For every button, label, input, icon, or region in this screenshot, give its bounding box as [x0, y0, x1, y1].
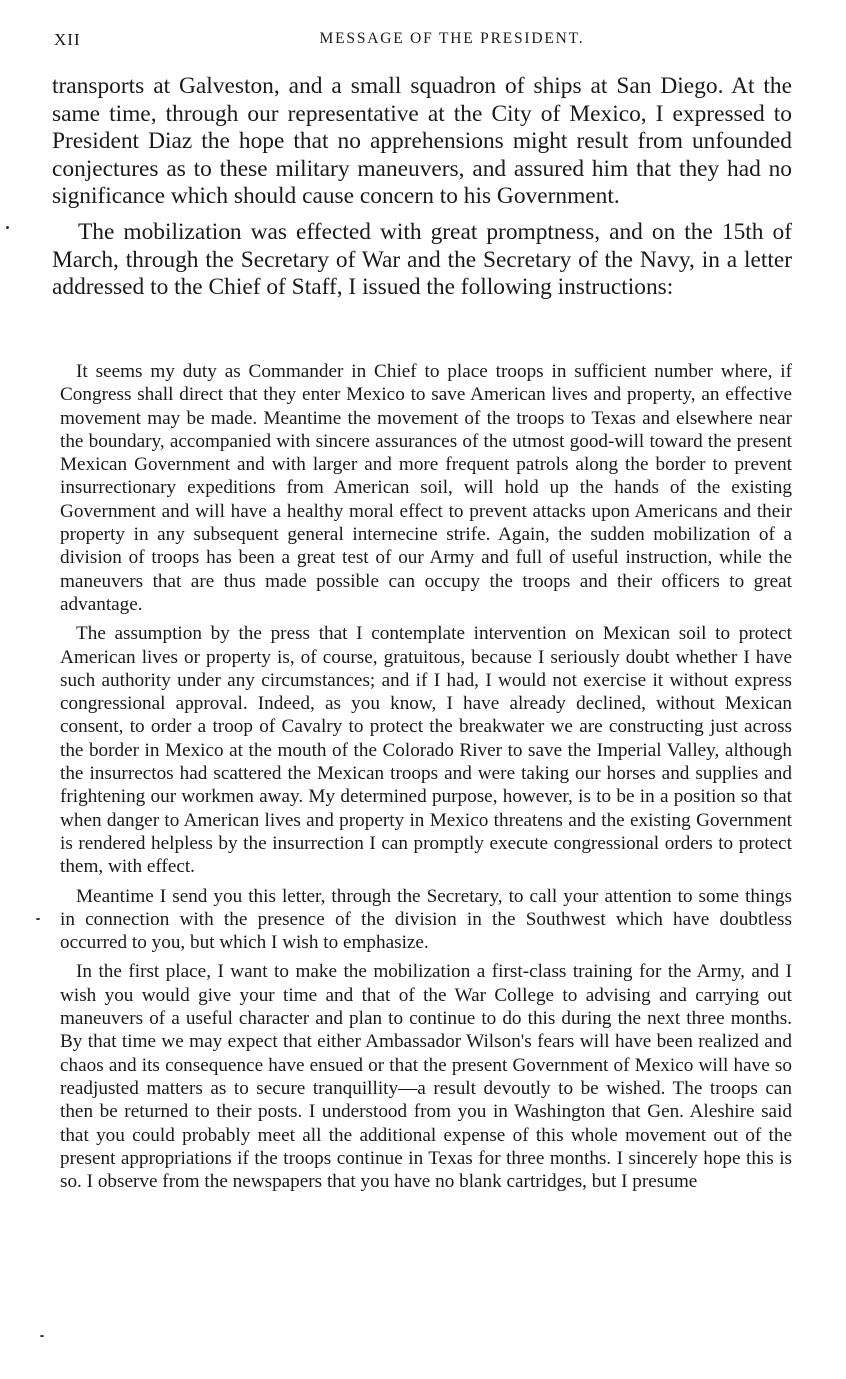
quote-paragraph-meantime: Meantime I send you this letter, through the Secretary, to call your attention to some things in connection with the presence of the division in the Southwest which have doubtless occurred to you, but which I wish to emphasize. — [60, 885, 792, 954]
quoted-letter — [60, 360, 792, 1193]
main-text — [52, 73, 792, 302]
paragraph-continued: transports at Galveston, and a small squadron of ships at San Diego. At the same time, through our representative at the City of Mexico, I expressed to President Diaz the hope that no apprehensions might result from unfounded conjectures as to these military maneuvers, and assured him that they had no significance which should cause concern to his Government. — [52, 73, 792, 210]
quote-paragraph-duty: It seems my duty as Commander in Chief to place troops in sufficient number where, if Congress shall direct that they enter Mexico to save American lives and property, an effective movement may be made. Meantime the movement of the troops to Texas and elsewhere near the boundary, accompanied with sincere assurances of the utmost good-will toward the present Mexican Government and with larger and more frequent patrols along the border to prevent insurrectionary expeditions from American soil, will hold up the hands of the existing Government and will have a healthy moral effect to prevent attacks upon Americans and their property in any subsequent general internecine strife. Again, the sudden mobilization of a division of troops has been a great test of our Army and full of useful instruction, while the maneuvers that are thus made possible can occupy the troops and their officers to great advantage. — [60, 361, 792, 615]
running-title: MESSAGE OF THE PRESIDENT. — [319, 30, 585, 47]
scan-speck — [40, 1335, 44, 1337]
quote-paragraph-first-place: In the first place, I want to make the mobilization a first-class training for the Army, and I wish you would give your time and that of the War College to advising and carrying out maneuvers of a useful character and plan to continue to do this during the next three months. By that time we may expect that either Ambassador Wilson's fears will have been realized and chaos and its consequence have ensued or that the present Government of Mexico will have so readjusted matters as to secure tranquillity—a result devoutly to be wished. The troops can then be returned to their posts. I understood from you in Washington that Gen. Aleshire said that you could probably meet all the additional expense of this whole movement out of the present appropriations if the troops continue in Texas for three months. I sincerely hope this is so. I observe from the newspapers that you have no blank cartridges, but I presume — [60, 961, 792, 1193]
page-number: XII — [54, 30, 81, 49]
scan-speck — [6, 226, 9, 229]
scan-speck — [36, 918, 40, 920]
quote-paragraph-assumption: The assumption by the press that I contemplate intervention on Mexican soil to protect American lives or property is, of course, gratuitous, because I seriously doubt whether I have such authority under any circumstances; and if I had, I would not exercise it without express congressional approval. Indeed, as you know, I have already declined, without Mexican consent, to order a troop of Cavalry to protect the breakwater we are constructing just across the border in Mexico at the mouth of the Colorado River to save the Imperial Valley, although the insurrectos had scattered the Mexican troops and were taking our horses and supplies and frightening our workmen away. My determined purpose, however, is to be in a position so that when danger to American lives and property in Mexico threatens and the existing Government is rendered helpless by the insurrection I can promptly execute congressional orders to protect them, with effect. — [60, 623, 792, 878]
paragraph-mobilization: The mobilization was effected with great promptness, and on the 15th of March, through the Secretary of War and the Secretary of the Navy, in a letter addressed to the Chief of Staff, I issued the following instructions: — [52, 218, 792, 301]
running-header — [52, 30, 792, 54]
